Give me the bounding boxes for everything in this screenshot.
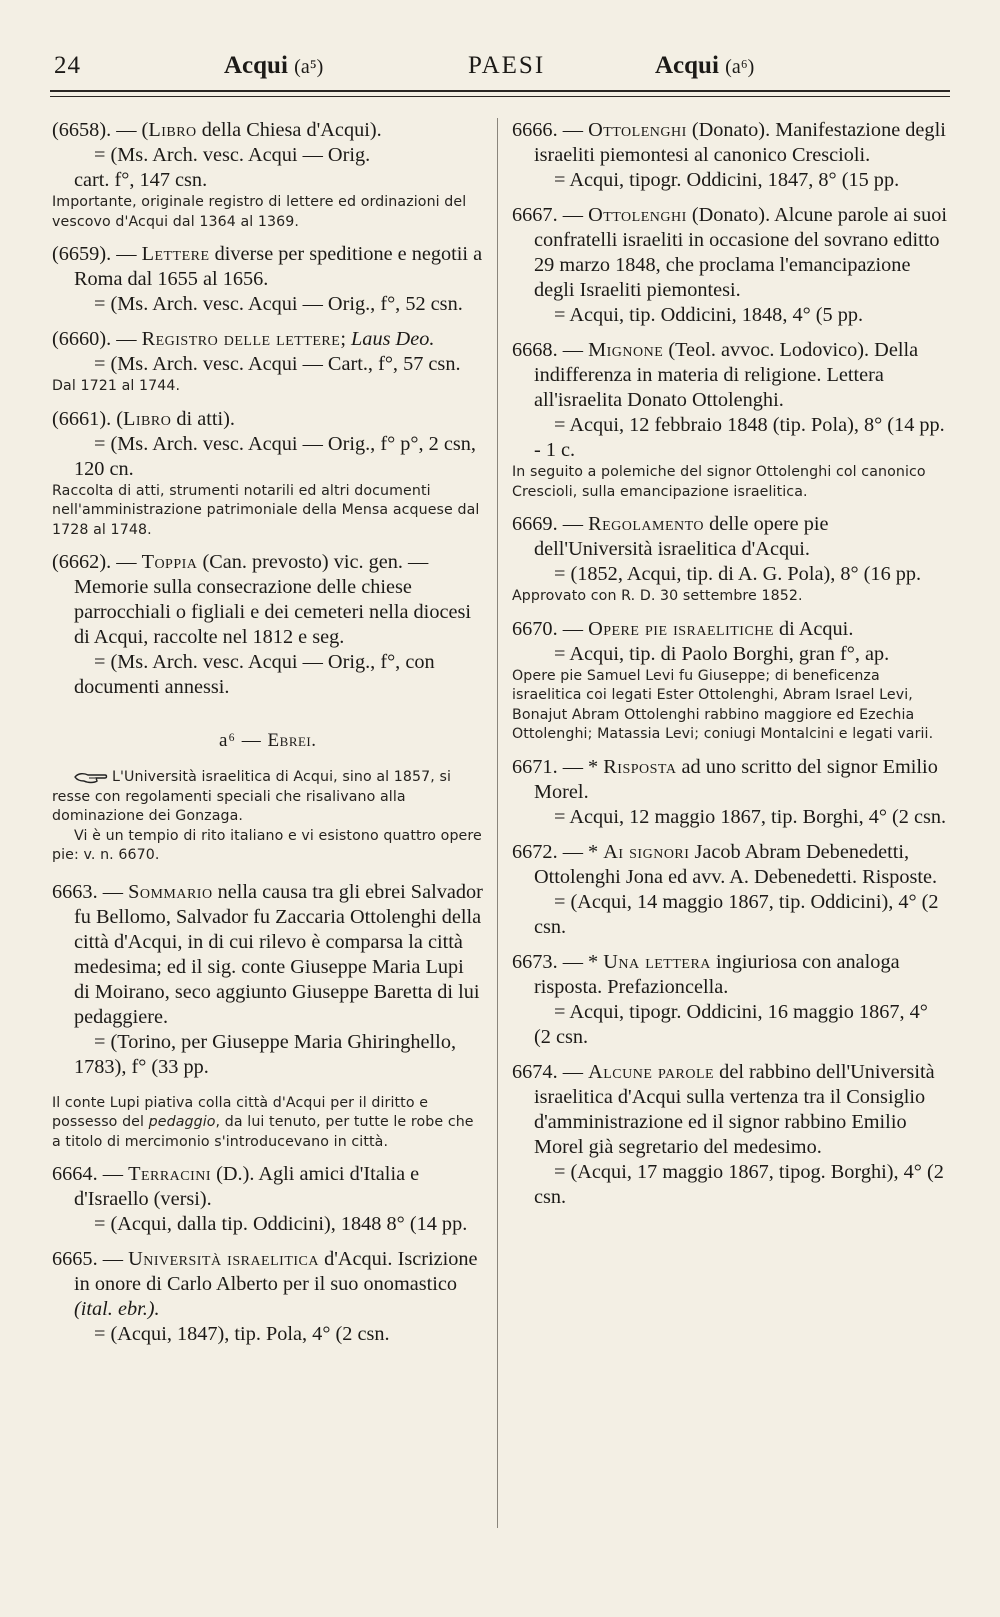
- entry-title: (D.). Agli amici d'Italia e d'Israello (versi).: [74, 1163, 420, 1210]
- entry-imprint: = (Acqui, dalla tip. Oddicini), 1848 8° (14 pp.: [94, 1213, 468, 1235]
- section-number: a⁶ —: [218, 730, 268, 751]
- entry-imprint: = (Acqui, 14 maggio 1867, tip. Oddicini), 4° (2 csn.: [534, 890, 939, 938]
- entry-title: diverse per speditione e negotii a Roma dal 1655 al 1656.: [74, 243, 483, 290]
- entry-author: Toppia: [141, 551, 198, 573]
- entry-imprint: = (Torino, per Giuseppe Maria Ghiringhello, 1783), f° (33 pp.: [74, 1030, 457, 1078]
- entry-author: Alcune parole: [588, 1060, 715, 1083]
- entry-title: nella causa tra gli ebrei Salvador fu Bellomo, Salvador fu Zaccaria Ottolenghi della città d'Acqui, in di cui rilevo è comparsa la città medesima; ed il sig. conte Giuseppe Maria Lupi di Moirano, seco aggiunto Giuseppe Baretta di lui pedaggiere.: [74, 880, 483, 1028]
- entry-6658: [52, 118, 484, 232]
- entry-6666: [512, 118, 949, 193]
- entry-imprint-cont: cart. f°, 147 csn.: [74, 169, 208, 191]
- entry-6672: [512, 840, 949, 940]
- entry-author: Ottolenghi: [588, 119, 687, 141]
- entry-6661: [52, 407, 484, 541]
- entry-author: Ottolenghi: [588, 204, 687, 226]
- entry-6667: [512, 203, 949, 328]
- running-head-left: [224, 52, 323, 80]
- entry-6674: [512, 1060, 949, 1210]
- entry-note-italic: pedaggio: [148, 1114, 216, 1130]
- entry-note: Importante, originale registro di lettere ed ordinazioni del vescovo d'Acqui dal 1364 al 1369.: [52, 194, 467, 230]
- entry-6668: [512, 338, 949, 502]
- entry-note-part: , da lui tenuto, per tutte le robe che a titolo di mercimonio s'introducevano in città.: [52, 1114, 474, 1150]
- entry-6659: [52, 242, 484, 317]
- entry-6673: [512, 950, 949, 1050]
- entry-imprint: = (Acqui, 17 maggio 1867, tipog. Borghi), 4° (2 csn.: [534, 1160, 944, 1208]
- entry-title: di Acqui.: [773, 617, 854, 640]
- entry-author: Mignone: [588, 339, 664, 361]
- entry-6665: [52, 1247, 484, 1347]
- entry-6660: [52, 327, 484, 397]
- entry-imprint: = Acqui, tip. di Paolo Borghi, gran f°, ap.: [554, 642, 890, 665]
- entry-6663: [52, 880, 484, 1153]
- entry-title: d'Acqui. Iscrizione in onore di Carlo Alberto per il suo onomastico: [74, 1248, 478, 1295]
- entry-note: Raccolta di atti, strumenti notarili ed altri documenti nell'amministrazione patrimoniale della Mensa acquese dal 1728 al 1748.: [52, 482, 480, 538]
- entry-title: delle opere pie dell'Università israelitica d'Acqui.: [534, 513, 829, 560]
- entry-note: [52, 1094, 484, 1153]
- page-number: 24: [54, 52, 81, 79]
- entry-heading: (6660). —: [52, 328, 142, 350]
- entry-6664: [52, 1162, 484, 1237]
- entry-title: (Donato). Alcune parole ai suoi confratelli israeliti in occasione del sovrano editto 29 marzo 1848, che proclama l'emancipazione degli Israeliti piemontesi.: [534, 204, 947, 301]
- entry-author: Terracini: [128, 1163, 212, 1185]
- entry-imprint: = (Ms. Arch. vesc. Acqui — Orig., f° p°, 2 csn, 120 cn.: [74, 432, 476, 480]
- entry-6662: [52, 550, 484, 700]
- section-intro: [52, 768, 484, 866]
- entry-6670: [512, 617, 949, 745]
- entry-note: In seguito a polemiche del signor Ottolenghi col canonico Crescioli, sulla emancipazione israelitica.: [512, 464, 926, 500]
- entry-heading: 6666. —: [512, 119, 589, 141]
- entry-title-italic: (ital. ebr.).: [74, 1298, 160, 1320]
- header-rule-thick: [50, 90, 950, 92]
- entry-heading: 6668. —: [512, 339, 589, 361]
- entry-title: (Donato). Manifestazione degli israeliti piemontesi al canonico Crescioli.: [534, 119, 946, 166]
- running-head-left-sub: (a⁵): [294, 56, 324, 78]
- entry-heading: (6662). —: [52, 551, 142, 573]
- entry-author: Ai signori: [603, 840, 690, 863]
- column-divider: [497, 118, 498, 1528]
- right-column: [512, 118, 949, 1220]
- entry-heading: 6670. —: [512, 617, 589, 640]
- section-end: .: [311, 730, 318, 751]
- entry-imprint: = Acqui, 12 maggio 1867, tip. Borghi, 4° (2 csn.: [554, 805, 947, 828]
- running-head-right-title: Acqui: [655, 52, 719, 79]
- entry-heading: (6659). —: [52, 243, 142, 265]
- entry-imprint: = (1852, Acqui, tip. di A. G. Pola), 8° (16 pp.: [554, 563, 922, 585]
- entry-heading: 6671. — *: [512, 755, 604, 778]
- entry-title: ad uno scritto del signor Emilio Morel.: [534, 755, 938, 803]
- entry-imprint: = Acqui, tipogr. Oddicini, 1847, 8° (15 pp.: [554, 169, 900, 191]
- entry-note: Dal 1721 al 1744.: [52, 378, 181, 394]
- entry-author: Regolamento: [588, 513, 705, 535]
- entry-imprint: = Acqui, 12 febbraio 1848 (tip. Pola), 8° (14 pp. - 1 c.: [534, 414, 945, 461]
- entry-imprint: = Acqui, tipogr. Oddicini, 16 maggio 1867, 4° (2 csn.: [534, 1000, 928, 1048]
- entry-heading: 6669. —: [512, 513, 589, 535]
- entry-heading: 6672. — *: [512, 840, 604, 863]
- header-rule-thin: [50, 96, 950, 97]
- entry-title: di atti).: [171, 407, 235, 430]
- entry-heading: 6664. —: [52, 1163, 129, 1185]
- entry-title: Laus Deo.: [351, 328, 435, 350]
- entry-6671: [512, 755, 949, 830]
- left-column: [52, 118, 484, 1357]
- entry-author: Opere pie israelitiche: [588, 617, 774, 640]
- entry-heading: (6661). (: [52, 407, 123, 430]
- entry-imprint: = Acqui, tip. Oddicini, 1848, 4° (5 pp.: [554, 304, 864, 326]
- entry-title: (Can. prevosto) vic. gen. — Memorie sulla consecrazione delle chiese parrocchiali o figliali e dei cemeteri nella diocesi di Acqui, raccolte nel 1812 e seg.: [74, 551, 471, 648]
- entry-author: Sommario: [128, 880, 213, 903]
- section-title: Ebrei: [267, 730, 312, 751]
- entry-separator: ;: [340, 328, 352, 350]
- entry-title: ingiuriosa con analoga risposta. Prefazioncella.: [534, 950, 900, 998]
- entry-title: del rabbino dell'Università israelitica d'Acqui sulla vertenza tra il Consiglio d'amministrazione ed il signor rabbino Emilio Morel già segretario del medesimo.: [534, 1060, 935, 1158]
- section-heading: [52, 730, 484, 752]
- entry-title: Jacob Abram Debenedetti, Ottolenghi Jona ed avv. A. Debenedetti. Risposte.: [534, 840, 938, 888]
- running-head-right-sub: (a⁶): [725, 56, 755, 78]
- entry-author: Libro: [122, 407, 172, 430]
- entry-imprint: = (Ms. Arch. vesc. Acqui — Cart., f°, 57 csn.: [94, 353, 461, 375]
- entry-author: Lettere: [141, 243, 210, 265]
- running-head-center: PAESI: [468, 52, 546, 79]
- entry-author: Una lettera: [603, 950, 711, 973]
- entry-author: Registro delle lettere: [141, 328, 341, 350]
- entry-imprint: = (Ms. Arch. vesc. Acqui — Orig., f°, 52 csn.: [94, 293, 463, 315]
- intro-paragraph-2: Vi è un tempio di rito italiano e vi esistono quattro opere pie: v. n. 6670.: [52, 827, 482, 863]
- entry-imprint: = (Ms. Arch. vesc. Acqui — Orig.: [94, 144, 371, 166]
- entry-note-part: Il conte Lupi piativa colla città d'Acqui per il diritto e possesso del: [52, 1094, 429, 1130]
- entry-imprint: = (Ms. Arch. vesc. Acqui — Orig., f°, con documenti annessi.: [74, 651, 435, 698]
- entry-heading: 6674. —: [512, 1060, 589, 1083]
- entry-title: della Chiesa d'Acqui).: [196, 119, 382, 141]
- entry-note: Approvato con R. D. 30 settembre 1852.: [512, 588, 803, 604]
- entry-heading: 6667. —: [512, 204, 589, 226]
- running-head: [50, 50, 950, 86]
- entry-6669: [512, 512, 949, 607]
- running-head-left-title: Acqui: [224, 52, 288, 79]
- entry-author: Università israelitica: [128, 1248, 319, 1270]
- entry-imprint: = (Acqui, 1847), tip. Pola, 4° (2 csn.: [94, 1323, 390, 1345]
- intro-paragraph-1: L'Università israelitica di Acqui, sino al 1857, si resse con regolamenti speciali che risalivano alla dominazione dei Gonzaga.: [52, 769, 452, 824]
- entry-author: Risposta: [603, 755, 677, 778]
- entry-heading: 6673. — *: [512, 950, 604, 973]
- entry-author: Libro: [148, 119, 197, 141]
- entry-heading: 6665. —: [52, 1248, 129, 1270]
- running-head-right: [655, 52, 754, 80]
- pointing-hand-icon: [74, 770, 108, 784]
- entry-title: (Teol. avvoc. Lodovico). Della indifferenza in materia di religione. Lettera all'israelita Donato Ottolenghi.: [534, 339, 919, 411]
- entry-heading: 6663. —: [52, 880, 129, 903]
- entry-heading: (6658). — (: [52, 119, 149, 141]
- entry-note: Opere pie Samuel Levi fu Giuseppe; di beneficenza israelitica coi legati Ester Ottolenghi, Abram Israel Levi, Bonajut Abram Ottolenghi rabbino maggiore ed Ezechia Ottolenghi; Matassia Levi; coniugi Montalcini e legati varii.: [512, 667, 934, 742]
